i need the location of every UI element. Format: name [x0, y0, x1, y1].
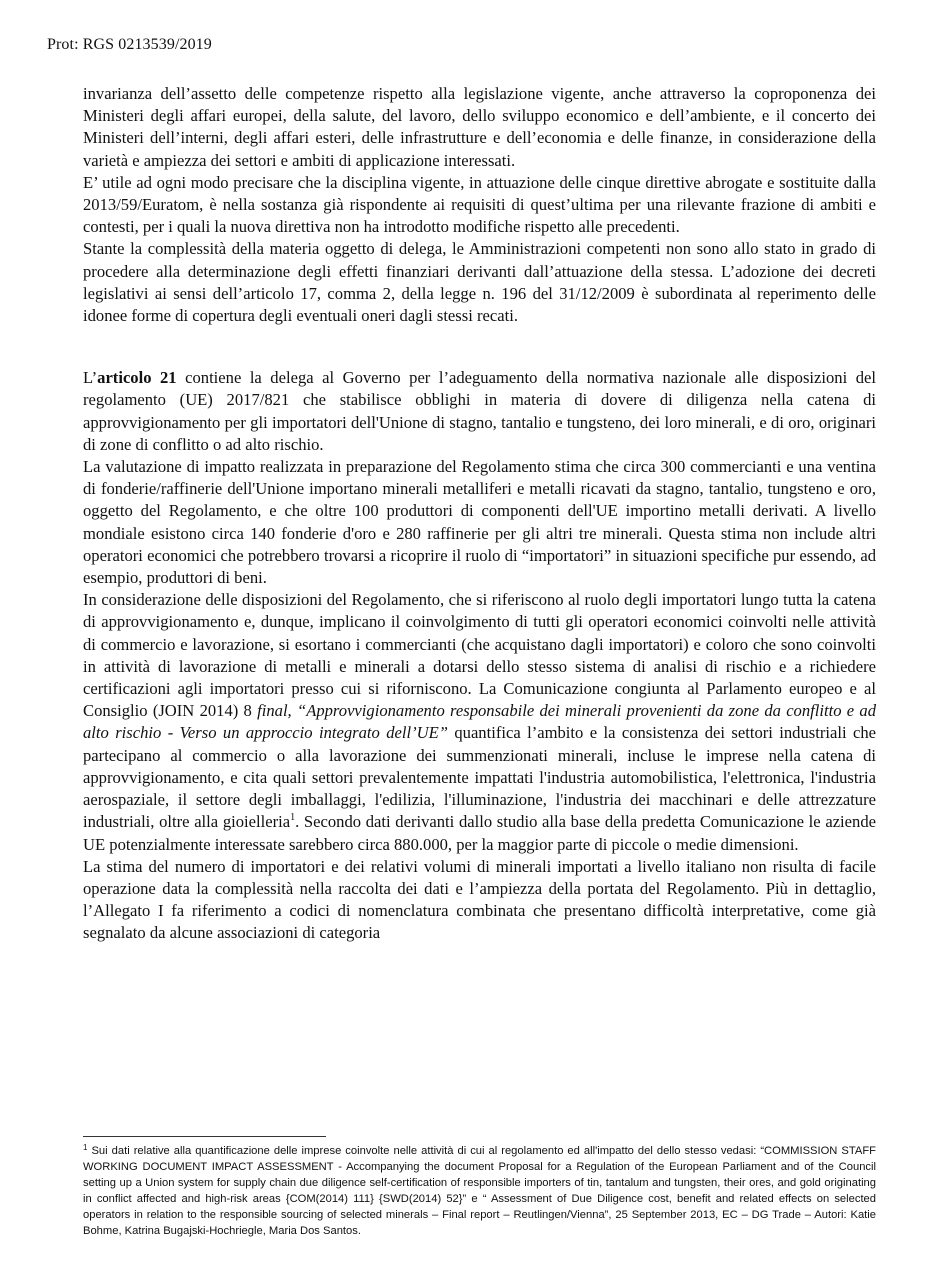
document-body	[83, 83, 876, 945]
paragraph: invarianza dell’assetto delle competenze rispetto alla legislazione vigente, anche attraverso la coproponenza dei Ministeri degli affari europei, della salute, del lavoro, dello sviluppo economico e dell’ambiente, e il concerto dei Ministeri dell’interni, degli affari esteri, delle infrastrutture e dell’economia e delle finanze, in considerazione della varietà e ampiezza dei settori e ambiti di applicazione interessati.	[83, 84, 876, 170]
paragraph: La valutazione di impatto realizzata in preparazione del Regolamento stima che circa 300 commercianti e una ventina di fonderie/raffinerie dell'Unione importano minerali metalliferi e metalli ricavati da stagno, tantalio, tungsteno e oro, oggetto del Regolamento, e che oltre 100 produttori di componenti dell'UE importino metalli derivati. A livello mondiale esistono circa 140 fonderie d'oro e 280 raffinerie per gli altri tre minerali. Questa stima non include altri operatori economici che potrebbero trovarsi a ricoprire il ruolo di “importatori” in situazioni specifiche pur essendo, ad esempio, produttori di beni.	[83, 457, 876, 588]
text-run: In considerazione delle disposizioni del Regolamento, che si riferiscono al ruolo degli importatori lungo tutta la catena di approvvigionamento e, dunque, implicano il coinvolgimento di tutti gli operatori economici coinvolti nelle attività di commercio e lavorazione, si esortano i commercianti (che acquistano dagli importatori) e coloro che sono coinvolti in attività di lavorazione di metalli e minerali a dotarsi dello stesso sistema di analisi di rischio e a richiedere certificazioni agli importatori presso cui si riforniscono. La Comunicazione congiunta al Parlamento europeo e al Consiglio (JOIN 2014) 8	[83, 590, 876, 721]
document-title-italic: final, “Approvvigionamento responsabile dei minerali provenienti da zone da conflitto e ad alto rischio - Verso un approccio integrato dell’UE”	[83, 701, 877, 743]
text-run: contiene la delega al Governo per l’adeguamento della normativa nazionale alle disposizioni del regolamento (UE) 2017/821 che stabilisce obblighi in materia di dovere di diligenza nella catena di approvvigionamento per gli importatori dell'Unione di stagno, tantalio e tungsteno, dei loro minerali, e di oro, originari di zone di conflitto o ad alto rischio.	[83, 368, 876, 454]
footnote-separator	[83, 1136, 326, 1137]
footnote-marker: 1	[83, 1143, 88, 1152]
article-reference: articolo 21	[97, 368, 177, 388]
paragraph: Stante la complessità della materia oggetto di delega, le Amministrazioni competenti non sono allo stato in grado di procedere alla determinazione degli effetti finanziari derivanti dall’attuazione della stessa. L’adozione dei decreti legislativi ai sensi dell’articolo 17, comma 2, della legge n. 196 del 31/12/2009 è subordinata al reperimento delle idonee forme di copertura degli eventuali oneri dagli stessi recati.	[83, 239, 876, 326]
text-run: quantifica l’ambito e la consistenza dei settori industriali che partecipano al commercio o alla lavorazione dei summenzionati minerali, incluse le imprese nella catena di approvvigionamento, e cita quali settori prevalentemente impattati l'industria automobilistica, l'elettronica, l'industria aerospaziale, il settore degli imballaggi, l'edilizia, l'illuminazione, l'industria dei macchinari e delle attrezzature industriali, oltre alla gioielleria	[83, 723, 876, 832]
text-run: L’	[83, 368, 98, 388]
footnote-text: Sui dati relative alla quantificazione delle imprese coinvolte nelle attività di cui al regolamento ed all'impatto del dello stesso vedasi: “COMMISSION STAFF WORKING DOCUMENT IMPACT ASSESSMENT - Accompanying the document Proposal for a Regulation of the European Parliament and of the Council setting up a Union system for supply chain due diligence self-certification of responsible importers of tin, tantalum and tungsten, their ores, and gold originating in conflict affected and high-risk areas {COM(2014) 111} {SWD(2014) 52}” e “ Assessment of Due Diligence cost, benefit and related effects on selected operators in relation to the responsible sourcing of selected minerals – Final report – Reutlingen/Vienna”, 25 September 2013, EC – DG Trade – Autori: Katie Bohme, Katrina Bugajski-Hochriegle, Maria Dos Santos.	[83, 1145, 876, 1237]
paragraph-article-21	[83, 367, 876, 456]
footnote	[83, 1144, 876, 1239]
paragraph: La stima del numero di importatori e dei relativi volumi di minerali importati a livello italiano non risulta di facile operazione data la complessità nella raccolta dei dati e l’ampiezza della portata del Regolamento. Più in dettaglio, l’Allegato I fa riferimento a codici di nomenclatura combinata che presentano difficoltà interpretative, come già segnalato da alcune associazioni di categoria	[83, 856, 876, 943]
text-run: . Secondo dati derivanti dallo studio alla base della predetta Comunicazione le aziende UE potenzialmente interessate sarebbero circa 880.000, per la maggior parte di piccole o medie dimensioni.	[83, 812, 876, 854]
paragraph	[83, 589, 876, 855]
footnote-reference: 1	[290, 812, 296, 824]
paragraph: E’ utile ad ogni modo precisare che la disciplina vigente, in attuazione delle cinque direttive abrogate e sostituite dalla 2013/59/Euratom, è nella sostanza già rispondente ai requisiti di quest’ultima per una rilevante frazione di ambiti e contesti, per i quali la nuova direttiva non ha introdotto modifiche rispetto alle precedenti.	[83, 172, 876, 237]
protocol-number: Prot: RGS 0213539/2019	[47, 36, 212, 53]
